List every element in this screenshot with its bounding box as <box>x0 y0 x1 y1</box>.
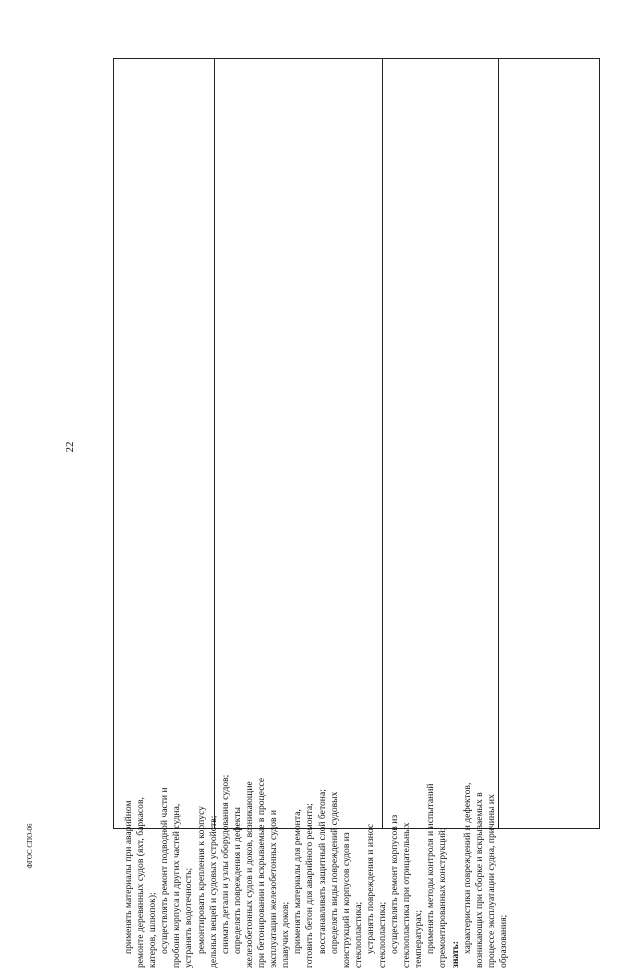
cell-line: определять виды повреждений судовых <box>328 791 340 954</box>
cell-line: образования; <box>497 914 509 968</box>
cell-line: температурах; <box>413 909 425 968</box>
cell-line: ремонте деревянных судов (яхт, баркасов, <box>135 797 147 968</box>
cell-line-heading: знать: <box>449 941 461 968</box>
cell-line: применять методы контроля и испытаний <box>425 783 437 954</box>
skills-cell <box>119 656 596 974</box>
cell-line: снимать детали и узлы оборудования судов; <box>219 774 231 954</box>
cell-line: при бетонировании и вскрываемые в процессе <box>256 777 268 968</box>
cell-line: эксплуатации железобетонных судов и <box>268 809 280 968</box>
cell-line: стеклопластика; <box>352 901 364 968</box>
cell-line: готовить бетон для аварийного ремонта; <box>304 803 316 968</box>
page-number: 22 <box>64 441 76 453</box>
cell-line: устранять повреждения и износ <box>364 823 376 954</box>
cell-line: пробоин корпуса и других частей судна, <box>171 803 183 968</box>
cell-line: дельных вещей и судовых устройств; <box>207 815 219 968</box>
cell-line: устранять водотечность; <box>183 867 195 968</box>
cell-line: применять материалы для ремонта, <box>292 809 304 954</box>
cell-line: отремонтированных конструкций; <box>437 827 449 968</box>
cell-line: осуществлять ремонт подводной части и <box>159 787 171 954</box>
cell-line: определять повреждения и дефекты <box>231 807 243 954</box>
cell-line: осуществлять ремонт корпусов из <box>389 814 401 954</box>
cell-line: восстанавливать защитный слой бетона; <box>316 789 328 954</box>
cell-line: железобетонных судов и доков, возникающие <box>243 781 255 968</box>
cell-line: возникающих при сборке и вскрываемых в <box>473 792 485 968</box>
cell-line: конструкций и корпусов судов из <box>340 832 352 968</box>
cell-line: процессе эксплуатации судна, причины их <box>485 794 497 968</box>
cell-line: стеклопластика; <box>376 901 388 968</box>
cell-line: катеров, шлюпок); <box>147 892 159 968</box>
cell-line: ремонтировать крепления к корпусу <box>195 805 207 954</box>
cell-line: стеклопластика при отрицательных <box>401 822 413 968</box>
cell-line: применять материалы при аварийном <box>123 800 134 954</box>
footer-label: ФГОС СПО-06 <box>26 823 34 869</box>
cell-line: плавучих доков; <box>280 901 292 968</box>
cell-line: характеристики повреждений и дефектов, <box>461 782 473 954</box>
